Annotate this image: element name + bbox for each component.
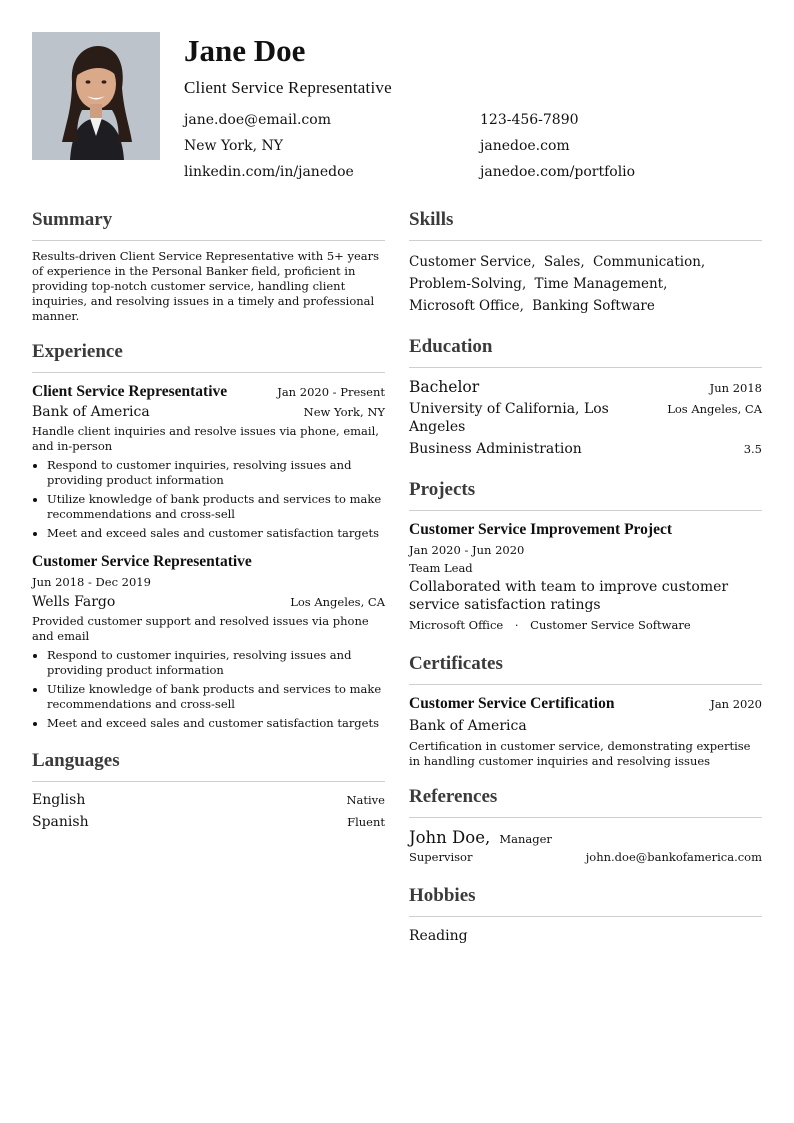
skill-tag: Time Management, [534, 276, 668, 292]
divider [409, 367, 762, 368]
degree: Bachelor [409, 378, 480, 396]
skill-tag: Sales, [543, 254, 585, 270]
section-heading: Education [409, 336, 493, 357]
job-company: Bank of America [32, 404, 150, 420]
experience-section [32, 338, 385, 731]
reference-name: John Doe, [409, 828, 491, 847]
skill-tag: Microsoft Office, [409, 298, 524, 314]
certificate-name: Customer Service Certification [409, 695, 615, 712]
divider [409, 684, 762, 685]
divider [32, 372, 385, 373]
left-column [32, 206, 385, 830]
project-role: Team Lead [409, 561, 473, 575]
list-item: • Respond to customer inquiries, resolving issues and providing product information [47, 458, 385, 488]
location: New York, NY [184, 138, 283, 154]
school-location: Los Angeles, CA [667, 402, 762, 416]
certificate-description: Certification in customer service, demonstrating expertise in handling customer inquiries and resolving issues [409, 739, 751, 768]
divider [409, 510, 762, 511]
skill-tag: Problem-Solving, [409, 276, 527, 292]
job-bullets [32, 648, 385, 731]
email-link[interactable]: jane.doe@email.com [184, 112, 331, 128]
section-heading: Languages [32, 750, 120, 771]
website-link[interactable]: janedoe.com [480, 138, 570, 154]
phone-number[interactable]: 123-456-7890 [480, 112, 579, 128]
job-role: Customer Service Representative [32, 553, 252, 570]
certificate-issuer: Bank of America [409, 718, 527, 734]
skills-section [409, 206, 762, 317]
project-dates: Jan 2020 - Jun 2020 [409, 543, 525, 557]
divider [409, 240, 762, 241]
job-description: Handle client inquiries and resolve issues via phone, email, and in-person [32, 424, 379, 453]
resume-header [184, 32, 764, 180]
certificate-date: Jan 2020 [710, 697, 762, 711]
project-name: Customer Service Improvement Project [409, 521, 672, 538]
language-name: Spanish [32, 814, 89, 830]
divider [32, 781, 385, 782]
summary-text: Results-driven Client Service Representative with 5+ years of experience in the Personal Banker field, proficient in providing top-notch customer service, handling client inquiries, and resolving issues in a timely and professional manner. [32, 249, 380, 323]
reference-email[interactable]: john.doe@bankofamerica.com [585, 850, 762, 864]
job-entry [32, 383, 385, 541]
project-description: Collaborated with team to improve customer service satisfaction ratings [409, 579, 729, 613]
school-name: University of California, Los Angeles [409, 401, 609, 435]
job-entry [32, 553, 385, 731]
field-of-study: Business Administration [409, 441, 582, 457]
list-item: • Meet and exceed sales and customer satisfaction targets [47, 526, 385, 541]
language-row [32, 814, 385, 830]
gpa: 3.5 [743, 442, 762, 456]
job-company: Wells Fargo [32, 594, 116, 610]
reference-position: Manager [499, 832, 552, 846]
right-column [409, 206, 762, 945]
job-dates: Jun 2018 - Dec 2019 [32, 575, 151, 589]
portfolio-link[interactable]: janedoe.com/portfolio [480, 164, 636, 180]
language-level: Fluent [347, 815, 385, 829]
section-heading: Experience [32, 341, 123, 362]
education-date: Jun 2018 [709, 381, 762, 395]
skill-tag: Customer Service, [409, 254, 536, 270]
job-location: Los Angeles, CA [290, 595, 385, 609]
profile-photo-illustration [32, 32, 160, 160]
list-item: • Utilize knowledge of bank products and services to make recommendations and cross-sell [47, 492, 385, 522]
list-item: • Meet and exceed sales and customer satisfaction targets [47, 716, 385, 731]
tool-tag: Microsoft Office [409, 618, 504, 632]
languages-section [32, 747, 385, 830]
separator-dot: · [514, 618, 519, 632]
education-section [409, 333, 762, 458]
projects-section [409, 476, 762, 632]
tool-tag: Customer Service Software [530, 618, 691, 632]
divider [32, 240, 385, 241]
section-heading: Skills [409, 209, 454, 230]
skill-tag: Banking Software [532, 298, 655, 314]
linkedin-link[interactable]: linkedin.com/in/janedoe [184, 164, 354, 180]
certificates-section [409, 650, 762, 769]
hobby-item: Reading [409, 928, 468, 944]
profile-photo [32, 32, 160, 160]
skill-tag: Communication, [592, 254, 706, 270]
hobbies-section [409, 882, 762, 945]
job-location: New York, NY [303, 405, 385, 419]
project-tools [409, 618, 762, 632]
divider [409, 817, 762, 818]
section-heading: Summary [32, 209, 113, 230]
list-item: • Respond to customer inquiries, resolving issues and providing product information [47, 648, 385, 678]
job-description: Provided customer support and resolved issues via phone and email [32, 614, 369, 643]
divider [409, 916, 762, 917]
person-name: Jane Doe [184, 33, 306, 68]
section-heading: Certificates [409, 653, 503, 674]
job-bullets [32, 458, 385, 541]
job-dates: Jan 2020 - Present [277, 385, 385, 399]
language-level: Native [346, 793, 385, 807]
section-heading: References [409, 786, 498, 807]
reference-relation: Supervisor [409, 850, 473, 864]
job-role: Client Service Representative [32, 383, 228, 400]
summary-section [32, 206, 385, 324]
job-title: Client Service Representative [184, 78, 392, 97]
section-heading: Projects [409, 479, 476, 500]
skills-list [409, 251, 762, 317]
language-row [32, 792, 385, 808]
section-heading: Hobbies [409, 885, 476, 906]
language-name: English [32, 792, 86, 808]
references-section [409, 783, 762, 864]
list-item: • Utilize knowledge of bank products and services to make recommendations and cross-sell [47, 682, 385, 712]
